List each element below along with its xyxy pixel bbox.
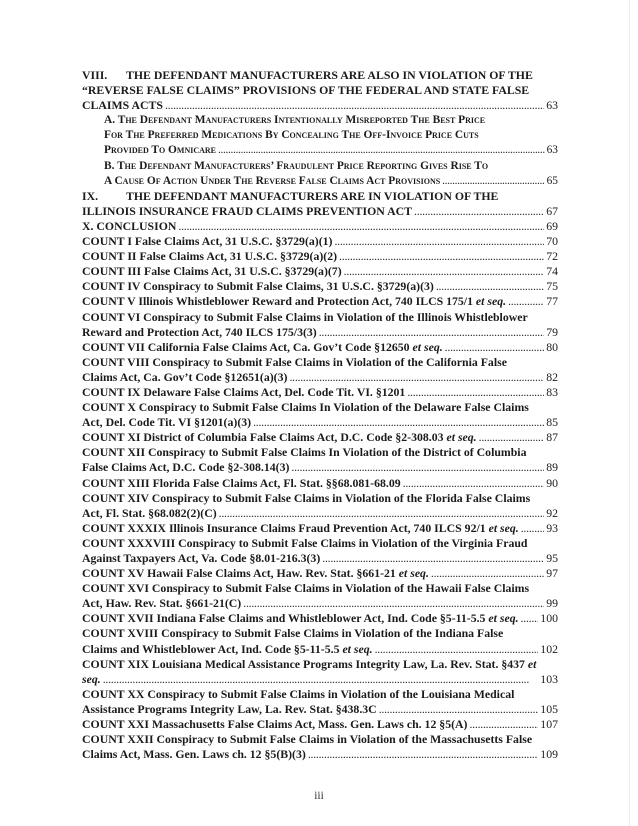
toc-entry-text: COUNT IX Delaware False Claims Act, Del. Code Tit. VI. §1201 bbox=[82, 384, 406, 399]
page-number: 77 bbox=[546, 294, 558, 309]
page-number: 100 bbox=[540, 611, 558, 626]
toc-heading-text: X. CONCLUSION bbox=[82, 218, 177, 233]
page-number: 95 bbox=[546, 551, 558, 565]
toc-entry-text: COUNT X Conspiracy to Submit False Claims In Violation of the Delaware False Claims bbox=[82, 400, 529, 415]
toc-heading-viii[interactable] bbox=[82, 68, 558, 83]
toc-count-viii-line2 bbox=[82, 370, 558, 385]
toc-count-vi-line2 bbox=[82, 325, 558, 340]
toc-entry-text: COUNT XXXVIII Conspiracy to Submit False Claims in Violation of the Virginia Fraud bbox=[82, 535, 528, 550]
toc-count-xii-line2 bbox=[82, 460, 558, 475]
toc-subheading-text: Provided To Omnicare bbox=[104, 144, 217, 157]
page-number: 80 bbox=[546, 339, 558, 354]
dot-leader bbox=[165, 98, 544, 113]
dot-leader bbox=[103, 672, 539, 687]
toc-count-xxii-line2 bbox=[82, 747, 558, 762]
dot-leader bbox=[445, 340, 545, 355]
toc-count-xxi[interactable] bbox=[82, 717, 558, 732]
dot-leader bbox=[379, 702, 539, 717]
toc-entry-text: COUNT XVIII Conspiracy to Submit False Claims in Violation of the Indiana False bbox=[82, 626, 504, 641]
toc-count-xxxviii-line2 bbox=[82, 551, 558, 566]
toc-heading-text: THE DEFENDANT MANUFACTURERS ARE ALSO IN VIOLATION OF THE bbox=[126, 68, 533, 82]
toc-entry-text: COUNT IV Conspiracy to Submit False Claims, 31 U.S.C. §3729(a)(3) bbox=[82, 279, 434, 294]
page-number: 89 bbox=[546, 460, 558, 475]
toc-entry-text: COUNT VI Conspiracy to Submit False Claims in Violation of the Illinois Whistleblower bbox=[82, 309, 528, 324]
toc-count-xiv[interactable] bbox=[82, 491, 558, 506]
toc-subheading-text: A Cause Of Action Under The Reverse False Claims Act Provisions bbox=[104, 174, 441, 187]
toc-count-x-line2 bbox=[82, 415, 558, 430]
toc-entry-text: Act, Del. Code Tit. VI §1201(a)(3) bbox=[82, 415, 252, 430]
toc-count-xi[interactable] bbox=[82, 430, 558, 445]
toc-count-iv[interactable] bbox=[82, 279, 558, 294]
toc-subheading-viii-a[interactable] bbox=[82, 113, 558, 128]
toc-subheading-text: B. The Defendant Manufacturers’ Fraudulent Price Reporting Gives Rise To bbox=[104, 159, 489, 172]
page-number: 83 bbox=[546, 384, 558, 399]
dot-leader bbox=[375, 642, 539, 657]
toc-count-x[interactable] bbox=[82, 400, 558, 415]
toc-entry-text: Act, Fl. Stat. §68.082(2)(C) bbox=[82, 505, 217, 520]
dot-leader bbox=[407, 385, 544, 400]
dot-leader bbox=[469, 717, 538, 732]
toc-entry-text: Reward and Protection Act, 740 ILCS 175/3(3) bbox=[82, 324, 317, 339]
page-number: 69 bbox=[546, 218, 558, 233]
page-number: 63 bbox=[546, 98, 558, 113]
toc-entry-text: Claims Act, Ca. Gov’t Code §12651(a)(3) bbox=[82, 369, 288, 384]
toc-heading-ix-line2 bbox=[82, 204, 558, 219]
toc-entry-text: COUNT XIX Louisiana Medical Assistance Programs Integrity Law, La. Rev. Stat. §437 et bbox=[82, 656, 537, 671]
toc-count-xxxix[interactable] bbox=[82, 521, 558, 536]
toc-count-i[interactable] bbox=[82, 234, 558, 249]
toc-entry-text: COUNT XII Conspiracy to Submit False Claims In Violation of the District of Columbia bbox=[82, 445, 527, 460]
toc-entry-text: seq. bbox=[82, 671, 101, 686]
toc-heading-viii-line2 bbox=[82, 83, 558, 98]
toc-entry-text: COUNT XXII Conspiracy to Submit False Claims in Violation of the Massachusetts False bbox=[82, 732, 533, 747]
page-number: 82 bbox=[546, 369, 558, 384]
dot-leader bbox=[344, 264, 545, 279]
section-number: IX. bbox=[82, 188, 99, 203]
page-number: 99 bbox=[546, 596, 558, 611]
toc-count-xiv-line2 bbox=[82, 506, 558, 521]
toc-heading-viii-line3 bbox=[82, 98, 558, 113]
toc-count-ii[interactable] bbox=[82, 249, 558, 264]
dot-leader bbox=[508, 294, 544, 309]
toc-heading-text: THE DEFENDANT MANUFACTURERS ARE IN VIOLATION OF THE bbox=[126, 188, 499, 203]
dot-leader bbox=[521, 611, 539, 626]
toc-entry-text: COUNT XI District of Columbia False Claims Act, D.C. Code §2-308.03 et seq. bbox=[82, 430, 477, 445]
page-footer-number: iii bbox=[314, 790, 324, 802]
toc-entry-text: COUNT V Illinois Whistleblower Reward and Protection Act, 740 ILCS 175/1 et seq. bbox=[82, 294, 507, 309]
page-number: 107 bbox=[540, 717, 558, 732]
toc-heading-x[interactable] bbox=[82, 219, 558, 234]
dot-leader bbox=[319, 325, 544, 340]
toc-count-xvii[interactable] bbox=[82, 611, 558, 626]
dot-leader bbox=[431, 566, 544, 581]
toc-count-xii[interactable] bbox=[82, 445, 558, 460]
dot-leader bbox=[334, 234, 544, 249]
toc-count-ix[interactable] bbox=[82, 385, 558, 400]
page-number: 75 bbox=[546, 279, 558, 294]
page-number: 109 bbox=[540, 747, 558, 762]
toc-count-xviii-line2 bbox=[82, 642, 558, 657]
dot-leader bbox=[243, 596, 544, 611]
page-number: 90 bbox=[546, 475, 558, 490]
toc-count-xix-line2 bbox=[82, 672, 558, 687]
toc-count-xiii[interactable] bbox=[82, 476, 558, 491]
toc-entry-text: COUNT XIII Florida False Claims Act, Fl. Stat. §§68.081-68.09 bbox=[82, 475, 401, 490]
page-number: 105 bbox=[540, 701, 558, 716]
toc-heading-ix[interactable] bbox=[82, 189, 558, 204]
toc-count-xviii[interactable] bbox=[82, 626, 558, 641]
toc-entry-text: COUNT XVII Indiana False Claims and Whistleblower Act, Ind. Code §5-11-5.5 et seq. bbox=[82, 611, 519, 626]
dot-leader bbox=[291, 460, 544, 475]
page-number: 67 bbox=[546, 203, 558, 218]
toc-count-vii[interactable] bbox=[82, 340, 558, 355]
toc-subheading-viii-a-line2 bbox=[82, 128, 558, 143]
table-of-contents bbox=[82, 68, 558, 762]
page-number: 92 bbox=[546, 505, 558, 520]
page-number: 74 bbox=[546, 264, 558, 279]
toc-entry-text: Against Taxpayers Act, Va. Code §8.01-216.3(3) bbox=[82, 551, 321, 565]
page-number: 85 bbox=[546, 415, 558, 430]
toc-heading-text: “REVERSE FALSE CLAIMS” PROVISIONS OF THE FEDERAL AND STATE FALSE bbox=[82, 83, 530, 98]
page-number: 102 bbox=[540, 641, 558, 656]
page-edge bbox=[629, 0, 630, 826]
page-number: 63 bbox=[546, 144, 558, 157]
dot-leader bbox=[253, 415, 544, 430]
toc-entry-text: Act, Haw. Rev. Stat. §661-21(C) bbox=[82, 596, 242, 611]
toc-count-xxii[interactable] bbox=[82, 732, 558, 747]
toc-count-xxxviii[interactable] bbox=[82, 536, 558, 551]
toc-entry-text: COUNT XXI Massachusetts False Claims Act, Mass. Gen. Laws ch. 12 §5(A) bbox=[82, 717, 468, 732]
dot-leader bbox=[442, 174, 544, 189]
dot-leader bbox=[436, 279, 544, 294]
toc-count-xx[interactable] bbox=[82, 687, 558, 702]
dot-leader bbox=[219, 506, 545, 521]
toc-entry-text: COUNT I False Claims Act, 31 U.S.C. §3729(a)(1) bbox=[82, 234, 333, 249]
toc-entry-text: COUNT VII California False Claims Act, Ca. Gov’t Code §12650 et seq. bbox=[82, 339, 443, 354]
dot-leader bbox=[178, 219, 544, 234]
toc-count-xvi-line2 bbox=[82, 596, 558, 611]
dot-leader bbox=[218, 143, 545, 158]
toc-count-viii[interactable] bbox=[82, 355, 558, 370]
page-number: 65 bbox=[546, 174, 558, 187]
toc-subheading-viii-b[interactable] bbox=[82, 159, 558, 174]
page-number: 79 bbox=[546, 324, 558, 339]
toc-entry-text: COUNT III False Claims Act, 31 U.S.C. §3729(a)(7) bbox=[82, 264, 342, 279]
toc-heading-text: ILLINOIS INSURANCE FRAUD CLAIMS PREVENTION ACT bbox=[82, 203, 413, 218]
toc-entry-text: Assistance Programs Integrity Law, La. Rev. Stat. §438.3C bbox=[82, 701, 377, 716]
dot-leader bbox=[479, 430, 545, 445]
page-number: 87 bbox=[546, 430, 558, 445]
page-number: 93 bbox=[546, 520, 558, 535]
toc-entry-text: COUNT XXXIX Illinois Insurance Claims Fraud Prevention Act, 740 ILCS 92/1 et seq. bbox=[82, 520, 519, 535]
page-number: 97 bbox=[546, 566, 558, 581]
section-number: VIII. bbox=[82, 68, 108, 82]
toc-entry-text: False Claims Act, D.C. Code §2-308.14(3) bbox=[82, 460, 290, 475]
dot-leader bbox=[322, 551, 544, 566]
toc-entry-text: COUNT II False Claims Act, 31 U.S.C. §3729(a)(2) bbox=[82, 249, 338, 264]
toc-count-v[interactable] bbox=[82, 294, 558, 309]
toc-entry-text: COUNT XV Hawaii False Claims Act, Haw. Rev. Stat. §661-21 et seq. bbox=[82, 566, 429, 581]
toc-heading-text: CLAIMS ACTS bbox=[82, 98, 163, 113]
toc-subheading-text: For The Preferred Medications By Concealing The Off-Invoice Price Cuts bbox=[104, 129, 479, 142]
dot-leader bbox=[403, 476, 545, 491]
toc-count-xx-line2 bbox=[82, 702, 558, 717]
dot-leader bbox=[308, 747, 538, 762]
toc-count-xvi[interactable] bbox=[82, 581, 558, 596]
page-number: 70 bbox=[546, 234, 558, 249]
dot-leader bbox=[414, 204, 544, 219]
toc-subheading-viii-a-line3 bbox=[82, 143, 558, 158]
toc-count-xv[interactable] bbox=[82, 566, 558, 581]
toc-count-vi[interactable] bbox=[82, 310, 558, 325]
page-number: 103 bbox=[540, 671, 558, 686]
toc-subheading-text: A. The Defendant Manufacturers Intentionally Misreported The Best Price bbox=[104, 114, 486, 127]
toc-subheading-viii-b-line2 bbox=[82, 174, 558, 189]
toc-count-iii[interactable] bbox=[82, 264, 558, 279]
toc-entry-text: Claims Act, Mass. Gen. Laws ch. 12 §5(B)(3) bbox=[82, 747, 306, 762]
dot-leader bbox=[521, 521, 544, 536]
toc-entry-text: COUNT XX Conspiracy to Submit False Claims in Violation of the Louisiana Medical bbox=[82, 686, 515, 701]
toc-entry-text: COUNT XIV Conspiracy to Submit False Claims in Violation of the Florida False Claims bbox=[82, 490, 531, 505]
dot-leader bbox=[339, 249, 544, 264]
toc-entry-text: COUNT XVI Conspiracy to Submit False Claims in Violation of the Hawaii False Claims bbox=[82, 581, 530, 596]
page-number: 72 bbox=[546, 249, 558, 264]
toc-count-xix[interactable] bbox=[82, 657, 558, 672]
toc-entry-text: COUNT VIII Conspiracy to Submit False Claims in Violation of the California False bbox=[82, 354, 507, 369]
toc-entry-text: Claims and Whistleblower Act, Ind. Code §5-11-5.5 et seq. bbox=[82, 641, 373, 656]
dot-leader bbox=[289, 370, 544, 385]
